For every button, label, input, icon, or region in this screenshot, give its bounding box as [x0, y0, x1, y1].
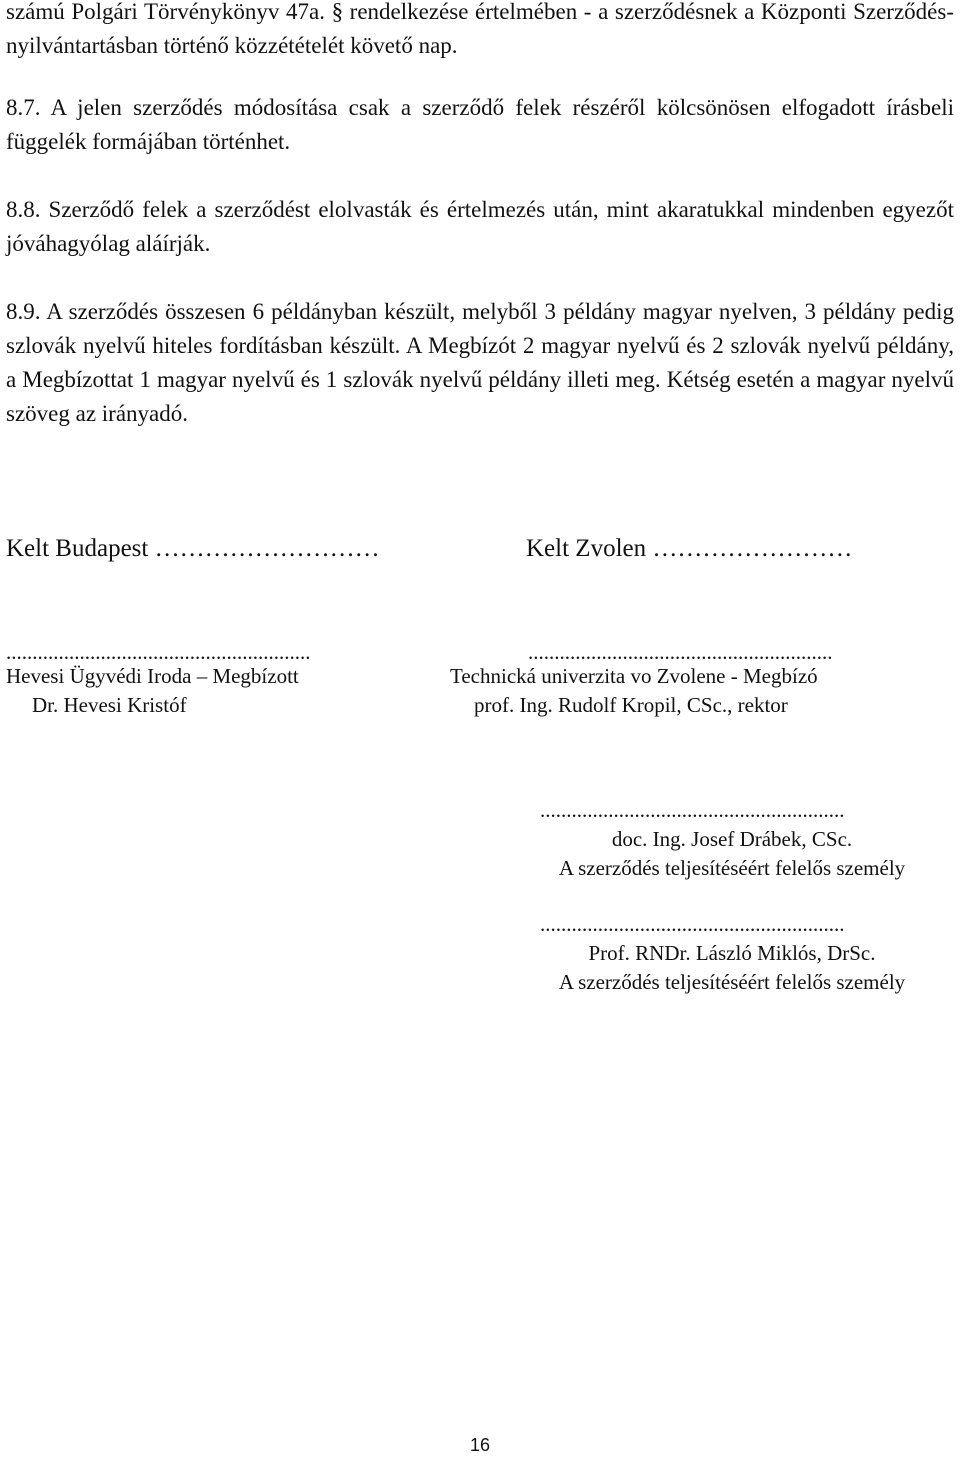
place-date-budapest: Kelt Budapest ……………………… — [6, 535, 380, 562]
page-number: 16 — [469, 1435, 491, 1455]
signatory-left-organization: Hevesi Ügyvédi Iroda – Megbízott — [6, 664, 299, 688]
signature-line-responsible-2: .......................................................... — [540, 912, 845, 936]
signatory-left-name: Dr. Hevesi Kristóf — [32, 693, 187, 717]
responsible-2-role: A szerződés teljesítéséért felelős személy — [558, 970, 906, 994]
responsible-1-name: doc. Ing. Josef Drábek, CSc. — [611, 827, 853, 851]
responsible-1-role: A szerződés teljesítéséért felelős személy — [558, 856, 906, 880]
signatory-right-organization: Technická univerzita vo Zvolene - Megbízó — [450, 664, 818, 688]
signature-line-right: .......................................................... — [528, 640, 833, 664]
paragraph-8-9: 8.9. A szerződés összesen 6 példányban készült, melyből 3 példány magyar nyelven, 3 példány pedig szlovák nyelvű hiteles fordításban készült. A Megbízót 2 magyar nyelvű és 2 szlovák nyelvű példány, a Megbízottat 1 magyar nyelvű és 1 szlovák nyelvű példány illeti meg. Kétség esetén a magyar nyelvű szöveg az irányadó. — [6, 299, 954, 426]
responsible-person-1 — [520, 796, 944, 883]
responsible-2-name: Prof. RNDr. László Miklós, DrSc. — [588, 941, 876, 965]
paragraph-8-8: 8.8. Szerződő felek a szerződést elolvasták és értelmezés után, mint akaratukkal mindenben egyezőt jóváhagyólag aláírják. — [6, 197, 954, 256]
paragraph-8-7: 8.7. A jelen szerződés módosítása csak a szerződő felek részéről kölcsönösen elfogadott írásbeli függelék formájában történhet. — [6, 95, 954, 154]
place-date-zvolen: Kelt Zvolen …………………… — [526, 535, 853, 562]
signature-line-responsible-1: .......................................................... — [540, 798, 845, 822]
responsible-person-2 — [520, 910, 944, 997]
paragraph-continuation: számú Polgári Törvénykönyv 47a. § rendelkezése értelmében - a szerződésnek a Központi Szerződés-nyilvántartásban történő közzétételét követő nap. — [6, 0, 954, 58]
signature-line-left: .......................................................... — [6, 640, 311, 664]
signatory-right-name: prof. Ing. Rudolf Kropil, CSc., rektor — [474, 693, 788, 717]
